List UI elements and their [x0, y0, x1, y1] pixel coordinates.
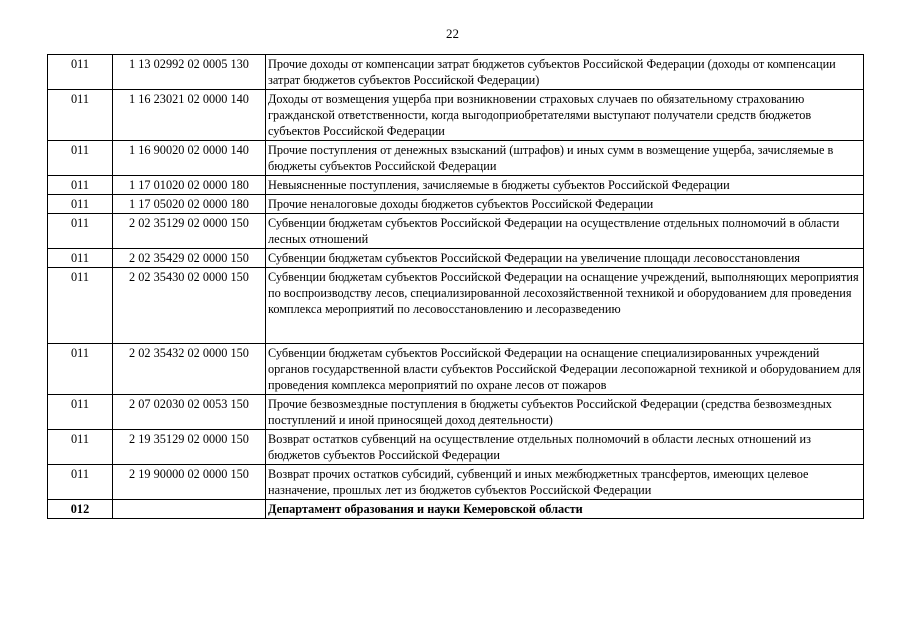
budget-code-cell: 2 07 02030 02 0053 150 [113, 395, 266, 430]
income-name-cell: Возврат остатков субвенций на осуществление отдельных полномочий в области лесных отношений из бюджетов субъектов Российской Федерации [266, 430, 864, 465]
income-name-cell: Субвенции бюджетам субъектов Российской Федерации на оснащение учреждений, выполняющих мероприятия по воспроизводству лесов, специализированной лесохозяйственной техникой и оборудованием для проведения комплекса мероприятий по лесовосстановлению и лесоразведению [266, 268, 864, 344]
income-name-cell: Прочие неналоговые доходы бюджетов субъектов Российской Федерации [266, 195, 864, 214]
income-name-cell: Субвенции бюджетам субъектов Российской Федерации на увеличение площади лесовосстановления [266, 249, 864, 268]
income-name-cell: Возврат прочих остатков субсидий, субвенций и иных межбюджетных трансфертов, имеющих целевое назначение, прошлых лет из бюджетов субъектов Российской Федерации [266, 465, 864, 500]
admin-code-cell: 011 [48, 195, 113, 214]
budget-code-cell: 2 19 35129 02 0000 150 [113, 430, 266, 465]
admin-code-cell: 011 [48, 214, 113, 249]
budget-code-cell: 1 13 02992 02 0005 130 [113, 55, 266, 90]
income-name-cell: Субвенции бюджетам субъектов Российской Федерации на осуществление отдельных полномочий в области лесных отношений [266, 214, 864, 249]
admin-code-cell: 011 [48, 344, 113, 395]
income-name-cell: Невыясненные поступления, зачисляемые в бюджеты субъектов Российской Федерации [266, 176, 864, 195]
budget-code-cell: 2 02 35432 02 0000 150 [113, 344, 266, 395]
budget-classification-table [47, 54, 864, 519]
admin-code-cell: 011 [48, 430, 113, 465]
budget-code-cell: 1 17 01020 02 0000 180 [113, 176, 266, 195]
table-row [48, 55, 864, 90]
admin-code-cell: 011 [48, 268, 113, 344]
page-number: 22 [446, 26, 459, 41]
budget-code-cell: 2 02 35129 02 0000 150 [113, 214, 266, 249]
table-row [48, 268, 864, 344]
admin-code-cell: 011 [48, 55, 113, 90]
admin-code-cell: 011 [48, 176, 113, 195]
budget-code-cell [113, 500, 266, 519]
table-row [48, 430, 864, 465]
table-row [48, 195, 864, 214]
budget-code-cell: 1 16 23021 02 0000 140 [113, 90, 266, 141]
table-row [48, 395, 864, 430]
table-row [48, 214, 864, 249]
budget-code-cell: 2 19 90000 02 0000 150 [113, 465, 266, 500]
table-row [48, 141, 864, 176]
income-name-cell: Прочие безвозмездные поступления в бюджеты субъектов Российской Федерации (средства безвозмездных поступлений и иной приносящей доход деятельности) [266, 395, 864, 430]
income-name-cell: Прочие поступления от денежных взысканий (штрафов) и иных сумм в возмещение ущерба, зачисляемые в бюджеты субъектов Российской Федерации [266, 141, 864, 176]
table-row [48, 90, 864, 141]
admin-code-cell: 011 [48, 141, 113, 176]
budget-code-cell: 2 02 35430 02 0000 150 [113, 268, 266, 344]
table-row [48, 465, 864, 500]
admin-code-cell: 011 [48, 249, 113, 268]
admin-code-cell: 011 [48, 395, 113, 430]
admin-code-cell: 011 [48, 465, 113, 500]
table-row [48, 344, 864, 395]
admin-code-cell: 012 [48, 500, 113, 519]
admin-code-cell: 011 [48, 90, 113, 141]
table-row [48, 249, 864, 268]
income-name-cell: Субвенции бюджетам субъектов Российской Федерации на оснащение специализированных учреждений органов государственной власти субъектов Российской Федерации лесопожарной техникой и оборудованием для проведения комплекса мероприятий по охране лесов от пожаров [266, 344, 864, 395]
budget-code-cell: 1 16 90020 02 0000 140 [113, 141, 266, 176]
income-name-cell: Доходы от возмещения ущерба при возникновении страховых случаев по обязательному страхованию гражданской ответственности, когда выгодоприобретателями выступают получатели средств бюджетов субъектов Российской Федерации [266, 90, 864, 141]
table-row [48, 176, 864, 195]
budget-code-cell: 2 02 35429 02 0000 150 [113, 249, 266, 268]
budget-code-cell: 1 17 05020 02 0000 180 [113, 195, 266, 214]
department-name-cell: Департамент образования и науки Кемеровской области [266, 500, 864, 519]
table-row-department [48, 500, 864, 519]
income-name-cell: Прочие доходы от компенсации затрат бюджетов субъектов Российской Федерации (доходы от компенсации затрат бюджетов субъектов Российской Федерации) [266, 55, 864, 90]
